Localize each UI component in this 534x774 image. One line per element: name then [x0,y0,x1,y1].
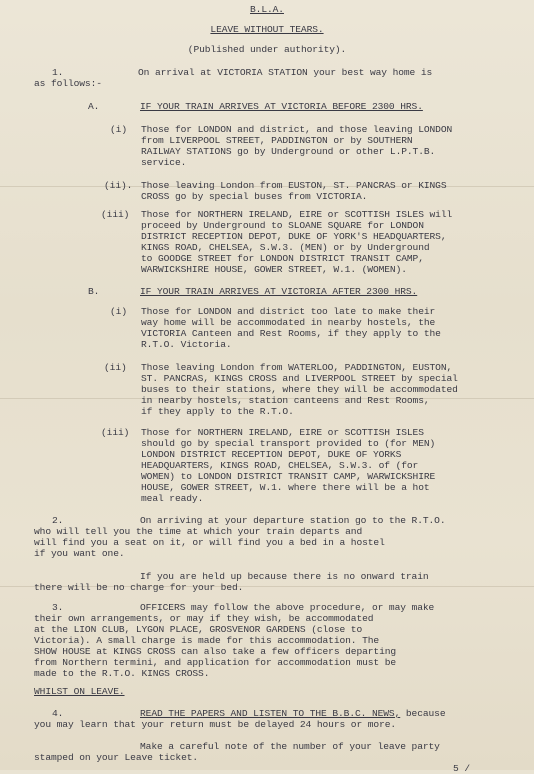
paragraph-line: who will tell you the time at which your train departs and [34,526,363,537]
emphasis-text: READ THE PAPERS AND LISTEN TO THE B.B.C. NEWS, [140,708,401,719]
item-line: HOUSE, GOWER STREET, W.1. where there will be a hot [141,482,430,493]
item-number: (i) [110,306,127,317]
paragraph-line: if you want one. [34,548,125,559]
item-line: KINGS ROAD, CHELSEA, S.W.3. (MEN) or by Underground [141,242,430,253]
section-number: 3. [52,602,64,613]
subsection-heading: IF YOUR TRAIN ARRIVES AT VICTORIA AFTER 2300 HRS. [140,286,418,297]
paragraph-line: OFFICERS may follow the above procedure, or may make [140,602,435,613]
paragraph-line: On arrival at VICTORIA STATION your best way home is [138,67,433,78]
paragraph-line: SHOW HOUSE at KINGS CROSS can also take a few officers departing [34,646,397,657]
paragraph-text: because [400,708,446,719]
document-org: B.L.A. [250,4,284,15]
item-line: HEADQUARTERS, KINGS ROAD, CHELSEA, S.W.3. of (for [141,460,419,471]
item-line: Those for NORTHERN IRELAND, EIRE or SCOTTISH ISLES will [141,209,453,220]
section-number: 1. [52,67,64,78]
paragraph-line: from Northern termini, and application for accommodation must be [34,657,397,668]
item-number: (iii) [101,427,130,438]
section-number: 2. [52,515,64,526]
item-line: Those leaving London from EUSTON, ST. PANCRAS or KINGS [141,180,447,191]
item-number: (ii) [104,362,127,373]
item-line: service. [141,157,187,168]
item-line: meal ready. [141,493,204,504]
item-line: CROSS go by special buses from VICTORIA. [141,191,368,202]
paragraph-line: there will be no charge for your bed. [34,582,244,593]
paragraph-line: stamped on your Leave ticket. [34,752,199,763]
item-line: WOMEN) to LONDON DISTRICT TRANSIT CAMP, WARWICKSHIRE [141,471,436,482]
item-line: Those for NORTHERN IRELAND, EIRE or SCOTTISH ISLES [141,427,424,438]
subsection-heading: IF YOUR TRAIN ARRIVES AT VICTORIA BEFORE 2300 HRS. [140,101,423,112]
paragraph-line: If you are held up because there is no onward train [140,571,429,582]
paragraph-line: Victoria). A small charge is made for this accommodation. The [34,635,380,646]
subsection-label: A. [88,101,100,112]
section-heading: WHILST ON LEAVE. [34,686,125,697]
item-number: (i) [110,124,127,135]
item-line: in nearby hostels, station canteens and Rest Rooms, [141,395,430,406]
item-line: way home will be accommodated in nearby hostels, the [141,317,436,328]
document-subtitle: (Published under authority). [187,44,347,55]
item-line: Those for LONDON and district too late to make their [141,306,436,317]
item-number: (ii). [104,180,133,191]
paragraph-line: their own arrangements, or may if they wish, be accommodated [34,613,374,624]
paragraph-line: On arriving at your departure station go to the R.T.O. [140,515,446,526]
paragraph-line: as follows:- [34,78,102,89]
item-line: to GOODGE STREET for LONDON DISTRICT TRANSIT CAMP, [141,253,424,264]
item-line: should go by special transport provided to (for MEN) [141,438,436,449]
paragraph-line: you may learn that your return must be delayed 24 hours or more. [34,719,397,730]
paragraph-line: will find you a seat on it, or will find you a bed in a hostel [34,537,385,548]
item-line: R.T.O. Victoria. [141,339,232,350]
subsection-label: B. [88,286,100,297]
item-line: WARWICKSHIRE HOUSE, GOWER STREET, W.1. (WOMEN). [141,264,407,275]
item-line: RAILWAY STATIONS go by Underground or other L.P.T.B. [141,146,436,157]
item-line: Those for LONDON and district, and those leaving LONDON [141,124,453,135]
item-line: buses to their stations, where they will be accommodated [141,384,458,395]
item-line: VICTORIA Canteen and Rest Rooms, if they apply to the [141,328,441,339]
item-line: if they apply to the R.T.O. [141,406,294,417]
item-line: from LIVERPOOL STREET, PADDINGTON or by SOUTHERN [141,135,413,146]
item-line: proceed by Underground to SLOANE SQUARE for LONDON [141,220,424,231]
paragraph-line: made to the R.T.O. KINGS CROSS. [34,668,210,679]
paragraph-line [140,708,446,719]
item-line: ST. PANCRAS, KINGS CROSS and LIVERPOOL STREET by special [141,373,458,384]
document-title: LEAVE WITHOUT TEARS. [210,24,324,35]
item-number: (iii) [101,209,130,220]
paragraph-line: at the LION CLUB, LYGON PLACE, GROSVENOR GARDENS (close to [34,624,363,635]
section-number: 4. [52,708,64,719]
page-continuation-mark: 5 / [453,763,470,774]
paragraph-line: Make a careful note of the number of your leave party [140,741,440,752]
item-line: Those leaving London from WATERLOO, PADDINGTON, EUSTON, [141,362,453,373]
item-line: DISTRICT RECEPTION DEPOT, DUKE OF YORK'S HEADQUARTERS, [141,231,447,242]
item-line: LONDON DISTRICT RECEPTION DEPOT, DUKE OF YORKS [141,449,402,460]
